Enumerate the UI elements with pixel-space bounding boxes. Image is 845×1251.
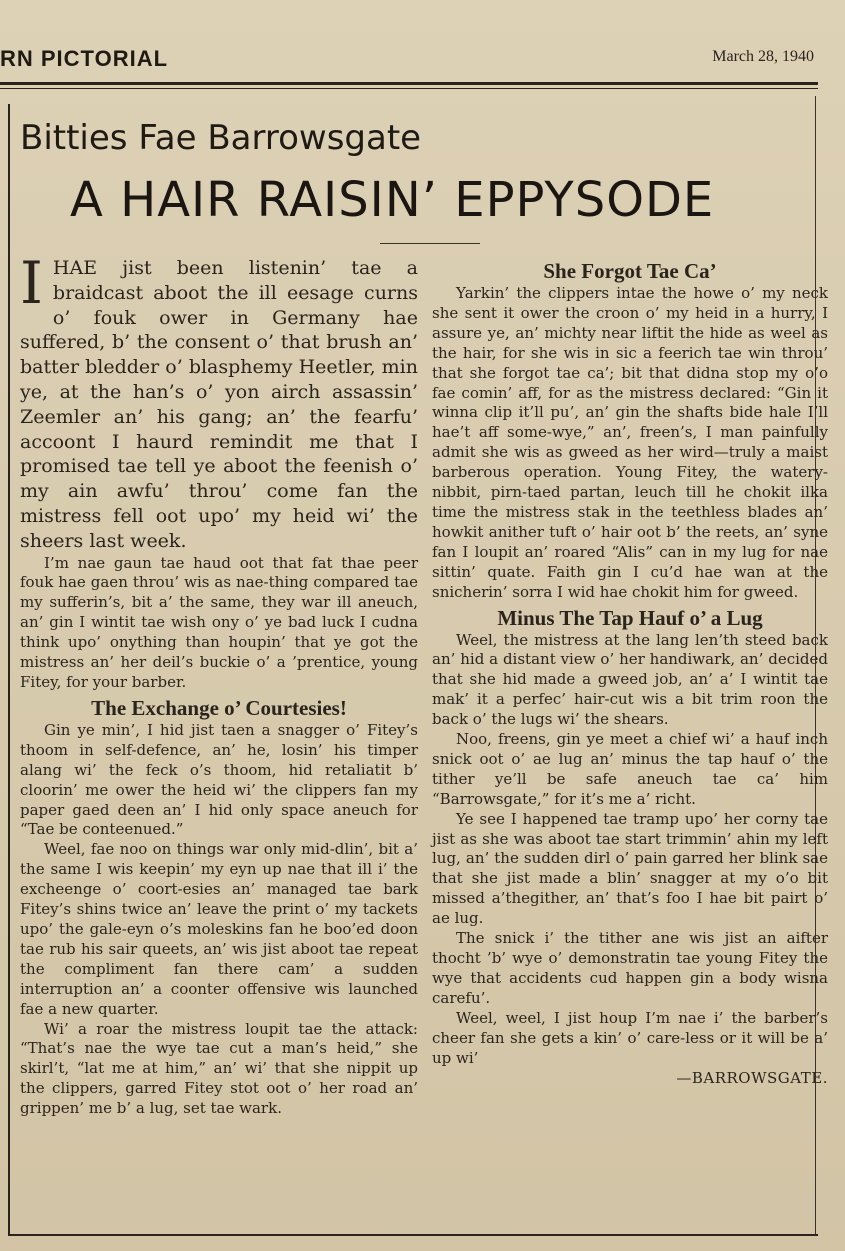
paragraph: Yarkin’ the clippers intae the howe o’ my neck she sent it ower the croon o’ my heid in a hurry, I assure ye, an’ michty near liftit the hide as weel as the hair, for she wis in sic a feerich tae win throu’ that she forgot tae ca’; bit that didna stop my o’o fae comin’ aff, for as the mistress declared: “Gin it winna clip it’ll pu’, an’ gin the shafts bide hale I’ll hae’t aff some-wye,” an’, freen’s, I man painfully admit she wis as gweed as her wird—truly a maist barberous operation. Young Fitey, the watery-nibbit, pirn-taed partan, leuch till he chokit ilka time the mistress stak in the teethless blades an’ howkit anither tuft o’ hair oot b’ the reets, an’ syne fan I loupit an’ roared “Alis” can in my lug for nae sittin’ quate. Faith gin I cu’d hae wan at the snicherin’ sorra I wid hae chokit him for gweed. — [432, 284, 828, 601]
paragraph: Wi’ a roar the mistress loupit tae the attack: “That’s nae the wye tae cut a man’s heid,” she skirl’t, “lat me at him,” an’ wi’ that she nippit up the clippers, garred Fitey stot oot o’ her road an’ grippen’ me b’ a lug, set tae wark. — [20, 1019, 418, 1118]
section-heading: She Forgot Tae Ca’ — [543, 259, 717, 283]
headline-rule — [380, 243, 480, 244]
paragraph: Gin ye min’, I hid jist taen a snagger o’ Fitey’s thoom in self-defence, an’ he, losin’ his timper alang wi’ the feck o’s thoom, hid retaliatit b’ cloorin’ me ower the heid wi’ the clippers fan my paper gaed deen an’ I hid only space aneuch for “Tae be conteenued.” — [20, 720, 418, 839]
drop-cap: I — [20, 249, 43, 317]
left-border-rule — [8, 104, 10, 1234]
issue-date: March 28, 1940 — [712, 48, 814, 65]
masthead-rule — [0, 82, 818, 85]
article-column-left — [20, 249, 418, 1119]
paragraph: Ye see I happened tae tramp upo’ her corny tae jist as she was aboot tae start trimmin’ ahin my left lug, an’ the sudden dirl o’ pain garred her blink sae that she jist made a blin’ snagger at my o’o bit missed a’thegither, an’ that’s foo I hae bit pairt o’ ae lug. — [432, 809, 828, 928]
lead-text: HAE jist been listenin’ tae a braidcast aboot the ill eesage curns o’ fouk ower in Germany hae suffered, b’ the consent o’ that brush an’ batter bledder o’ blasphemy Heetler, min ye, at the han’s o’ yon airch assassin’ Zeemler an’ his gang; an’ the fearfu’ accoont I haurd remindit me that I promised tae tell ye aboot the feenish o’ my ain awfu’ throu’ come fan the mistress fell oot upo’ my heid wi’ the sheers last week. — [20, 257, 418, 552]
series-title: Bitties Fae Barrowsgate — [20, 118, 422, 158]
paragraph: I’m nae gaun tae haud oot that fat thae peer fouk hae gaen throu’ wis as nae-thing compared tae my sufferin’s, bit a’ the same, they war ill aneuch, an’ gin I wintit tae wish ony o’ ye bad luck I cudna think upo’ onything than houpin’ that ye got the mistress an’ her deil’s buckie o’ a ’prentice, young Fitey, for your barber. — [20, 553, 418, 691]
paragraph: Weel, the mistress at the lang len’th steed back an’ hid a distant view o’ her handiwark, an’ decided that she hid made a gweed job, an’ a’ I wintit tae mak’ it a perfec’ hair-cut wis a bit trim roon the back o’ the lugs wi’ the shears. — [432, 630, 828, 729]
bottom-rule — [8, 1234, 818, 1236]
article-column-right — [432, 256, 828, 1088]
masthead — [0, 44, 820, 78]
article-headline: A HAIR RAISIN’ EPPYSODE — [70, 172, 715, 228]
author-signoff: —BARROWSGATE. — [676, 1069, 828, 1088]
paragraph: The snick i’ the tither ane wis jist an aifter thocht ’b’ wye o’ demonstratin tae young Fitey the wye that accidents cud happen gin a body wisna carefu’. — [432, 929, 828, 1007]
section-heading: The Exchange o’ Courtesies! — [91, 695, 347, 720]
publication-title: RN PICTORIAL — [0, 46, 169, 71]
lead-paragraph — [20, 249, 418, 554]
paragraph: Noo, freens, gin ye meet a chief wi’ a hauf inch snick oot o’ ae lug an’ minus the tap hauf o’ the tither ye’ll be safe aneuch tae ca’ him “Barrowsgate,” for it’s me a’ richt. — [432, 730, 828, 808]
masthead-rule-thin — [0, 88, 818, 89]
paragraph: Weel, fae noo on things war only mid-dlin’, bit a’ the same I wis keepin’ my eyn up nae that ill i’ the excheenge o’ coort-esies an’ managed tae bark Fitey’s shins twice an’ leave the print o’ my tackets upo’ the gale-eyn o’s moleskins fan he boo’ed doon tae rub his sair queets, an’ wis jist aboot tae repeat the compliment fan there cam’ a sudden interruption an’ a coonter offensive wis launched fae a new quarter. — [20, 840, 418, 1018]
section-heading: Minus The Tap Hauf o’ a Lug — [497, 605, 763, 630]
paragraph: Weel, weel, I jist houp I’m nae i’ the barber’s cheer fan she gets a kin’ o’ care-less or it will be a’ up wi’ — [432, 1008, 828, 1067]
